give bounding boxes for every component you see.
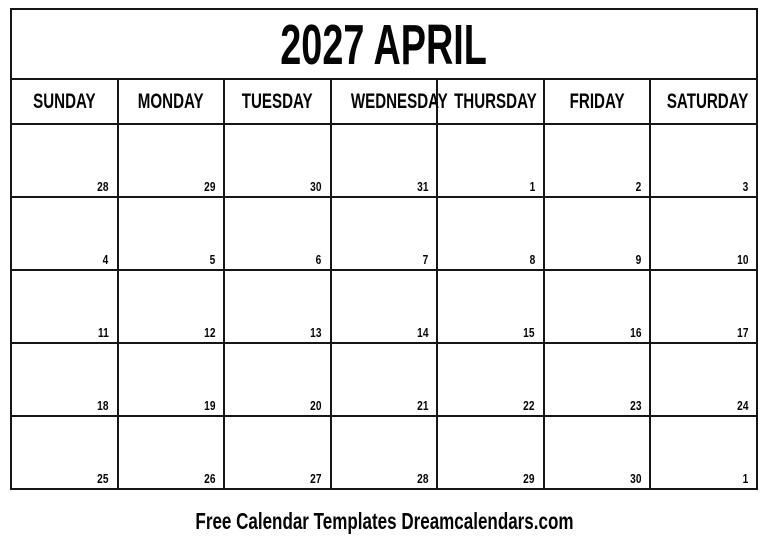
day-cell [331, 197, 438, 270]
day-cell [650, 270, 757, 343]
day-cell [118, 197, 225, 270]
date-number: 30 [630, 471, 642, 486]
date-number: 29 [203, 179, 216, 194]
day-cell [11, 416, 118, 489]
day-cell [118, 124, 225, 197]
day-header-thursday [437, 79, 544, 124]
date-number: 24 [736, 398, 748, 413]
day-cell [544, 343, 651, 416]
date-number: 7 [422, 252, 429, 267]
week-row-1 [11, 124, 757, 197]
day-cell [224, 124, 331, 197]
date-number: 31 [416, 179, 429, 194]
date-number: 11 [97, 325, 109, 340]
day-cell [224, 270, 331, 343]
day-cell [650, 343, 757, 416]
day-header-label: SATURDAY [667, 89, 749, 113]
day-header-saturday [650, 79, 757, 124]
week-row-3 [11, 270, 757, 343]
day-cell [331, 416, 438, 489]
date-number: 8 [529, 252, 535, 267]
day-cell [437, 416, 544, 489]
day-header-friday [544, 79, 651, 124]
day-header-label: TUESDAY [241, 89, 313, 113]
day-cell [118, 416, 225, 489]
day-cell [118, 270, 225, 343]
day-cell [11, 197, 118, 270]
date-number: 23 [630, 398, 642, 413]
day-cell [437, 124, 544, 197]
date-number: 26 [203, 471, 216, 486]
date-number: 16 [630, 325, 642, 340]
day-cell [544, 197, 651, 270]
day-header-label: MONDAY [137, 89, 204, 113]
day-header-sunday [11, 79, 118, 124]
date-number: 9 [635, 252, 642, 267]
day-header-monday [118, 79, 225, 124]
week-row-5 [11, 416, 757, 489]
title-cell [11, 9, 757, 79]
title-row [11, 9, 757, 79]
date-number: 30 [310, 179, 322, 194]
day-cell [331, 270, 438, 343]
day-cell [224, 343, 331, 416]
date-number: 12 [203, 325, 216, 340]
day-header-label: FRIDAY [569, 89, 625, 113]
day-header-label: SUNDAY [33, 89, 96, 113]
date-number: 1 [529, 179, 535, 194]
date-number: 2 [635, 179, 642, 194]
date-number: 28 [97, 179, 109, 194]
calendar-title: 2027 APRIL [280, 13, 488, 77]
day-cell [650, 416, 757, 489]
date-number: 14 [416, 325, 429, 340]
date-number: 17 [736, 325, 748, 340]
day-cell [224, 416, 331, 489]
day-cell [544, 124, 651, 197]
day-cell [11, 270, 118, 343]
day-cell [224, 197, 331, 270]
day-cell [437, 343, 544, 416]
date-number: 4 [102, 252, 109, 267]
date-number: 1 [742, 471, 748, 486]
day-header-label: WEDNESDAY [350, 89, 448, 113]
day-cell [118, 343, 225, 416]
date-number: 6 [316, 252, 322, 267]
day-cell [11, 124, 118, 197]
day-cell [11, 343, 118, 416]
day-cell [544, 270, 651, 343]
day-header-label: THURSDAY [454, 89, 537, 113]
date-number: 27 [310, 471, 322, 486]
day-cell [650, 124, 757, 197]
date-number: 20 [310, 398, 322, 413]
day-header-tuesday [224, 79, 331, 124]
day-cell [544, 416, 651, 489]
date-number: 15 [523, 325, 535, 340]
date-number: 25 [97, 471, 109, 486]
date-number: 21 [416, 398, 429, 413]
day-cell [437, 270, 544, 343]
day-header-row [11, 79, 757, 124]
date-number: 18 [97, 398, 109, 413]
week-row-2 [11, 197, 757, 270]
date-number: 28 [416, 471, 429, 486]
day-cell [437, 197, 544, 270]
week-row-4 [11, 343, 757, 416]
calendar-table [10, 8, 758, 490]
day-cell [331, 124, 438, 197]
date-number: 10 [736, 252, 748, 267]
day-header-wednesday [331, 79, 448, 124]
day-cell [331, 343, 438, 416]
day-cell [650, 197, 757, 270]
date-number: 22 [523, 398, 535, 413]
date-number: 13 [310, 325, 322, 340]
date-number: 19 [203, 398, 216, 413]
date-number: 29 [523, 471, 535, 486]
date-number: 3 [742, 179, 748, 194]
footer [0, 508, 768, 536]
footer-text: Free Calendar Templates Dreamcalendars.com [194, 508, 574, 534]
date-number: 5 [209, 252, 216, 267]
